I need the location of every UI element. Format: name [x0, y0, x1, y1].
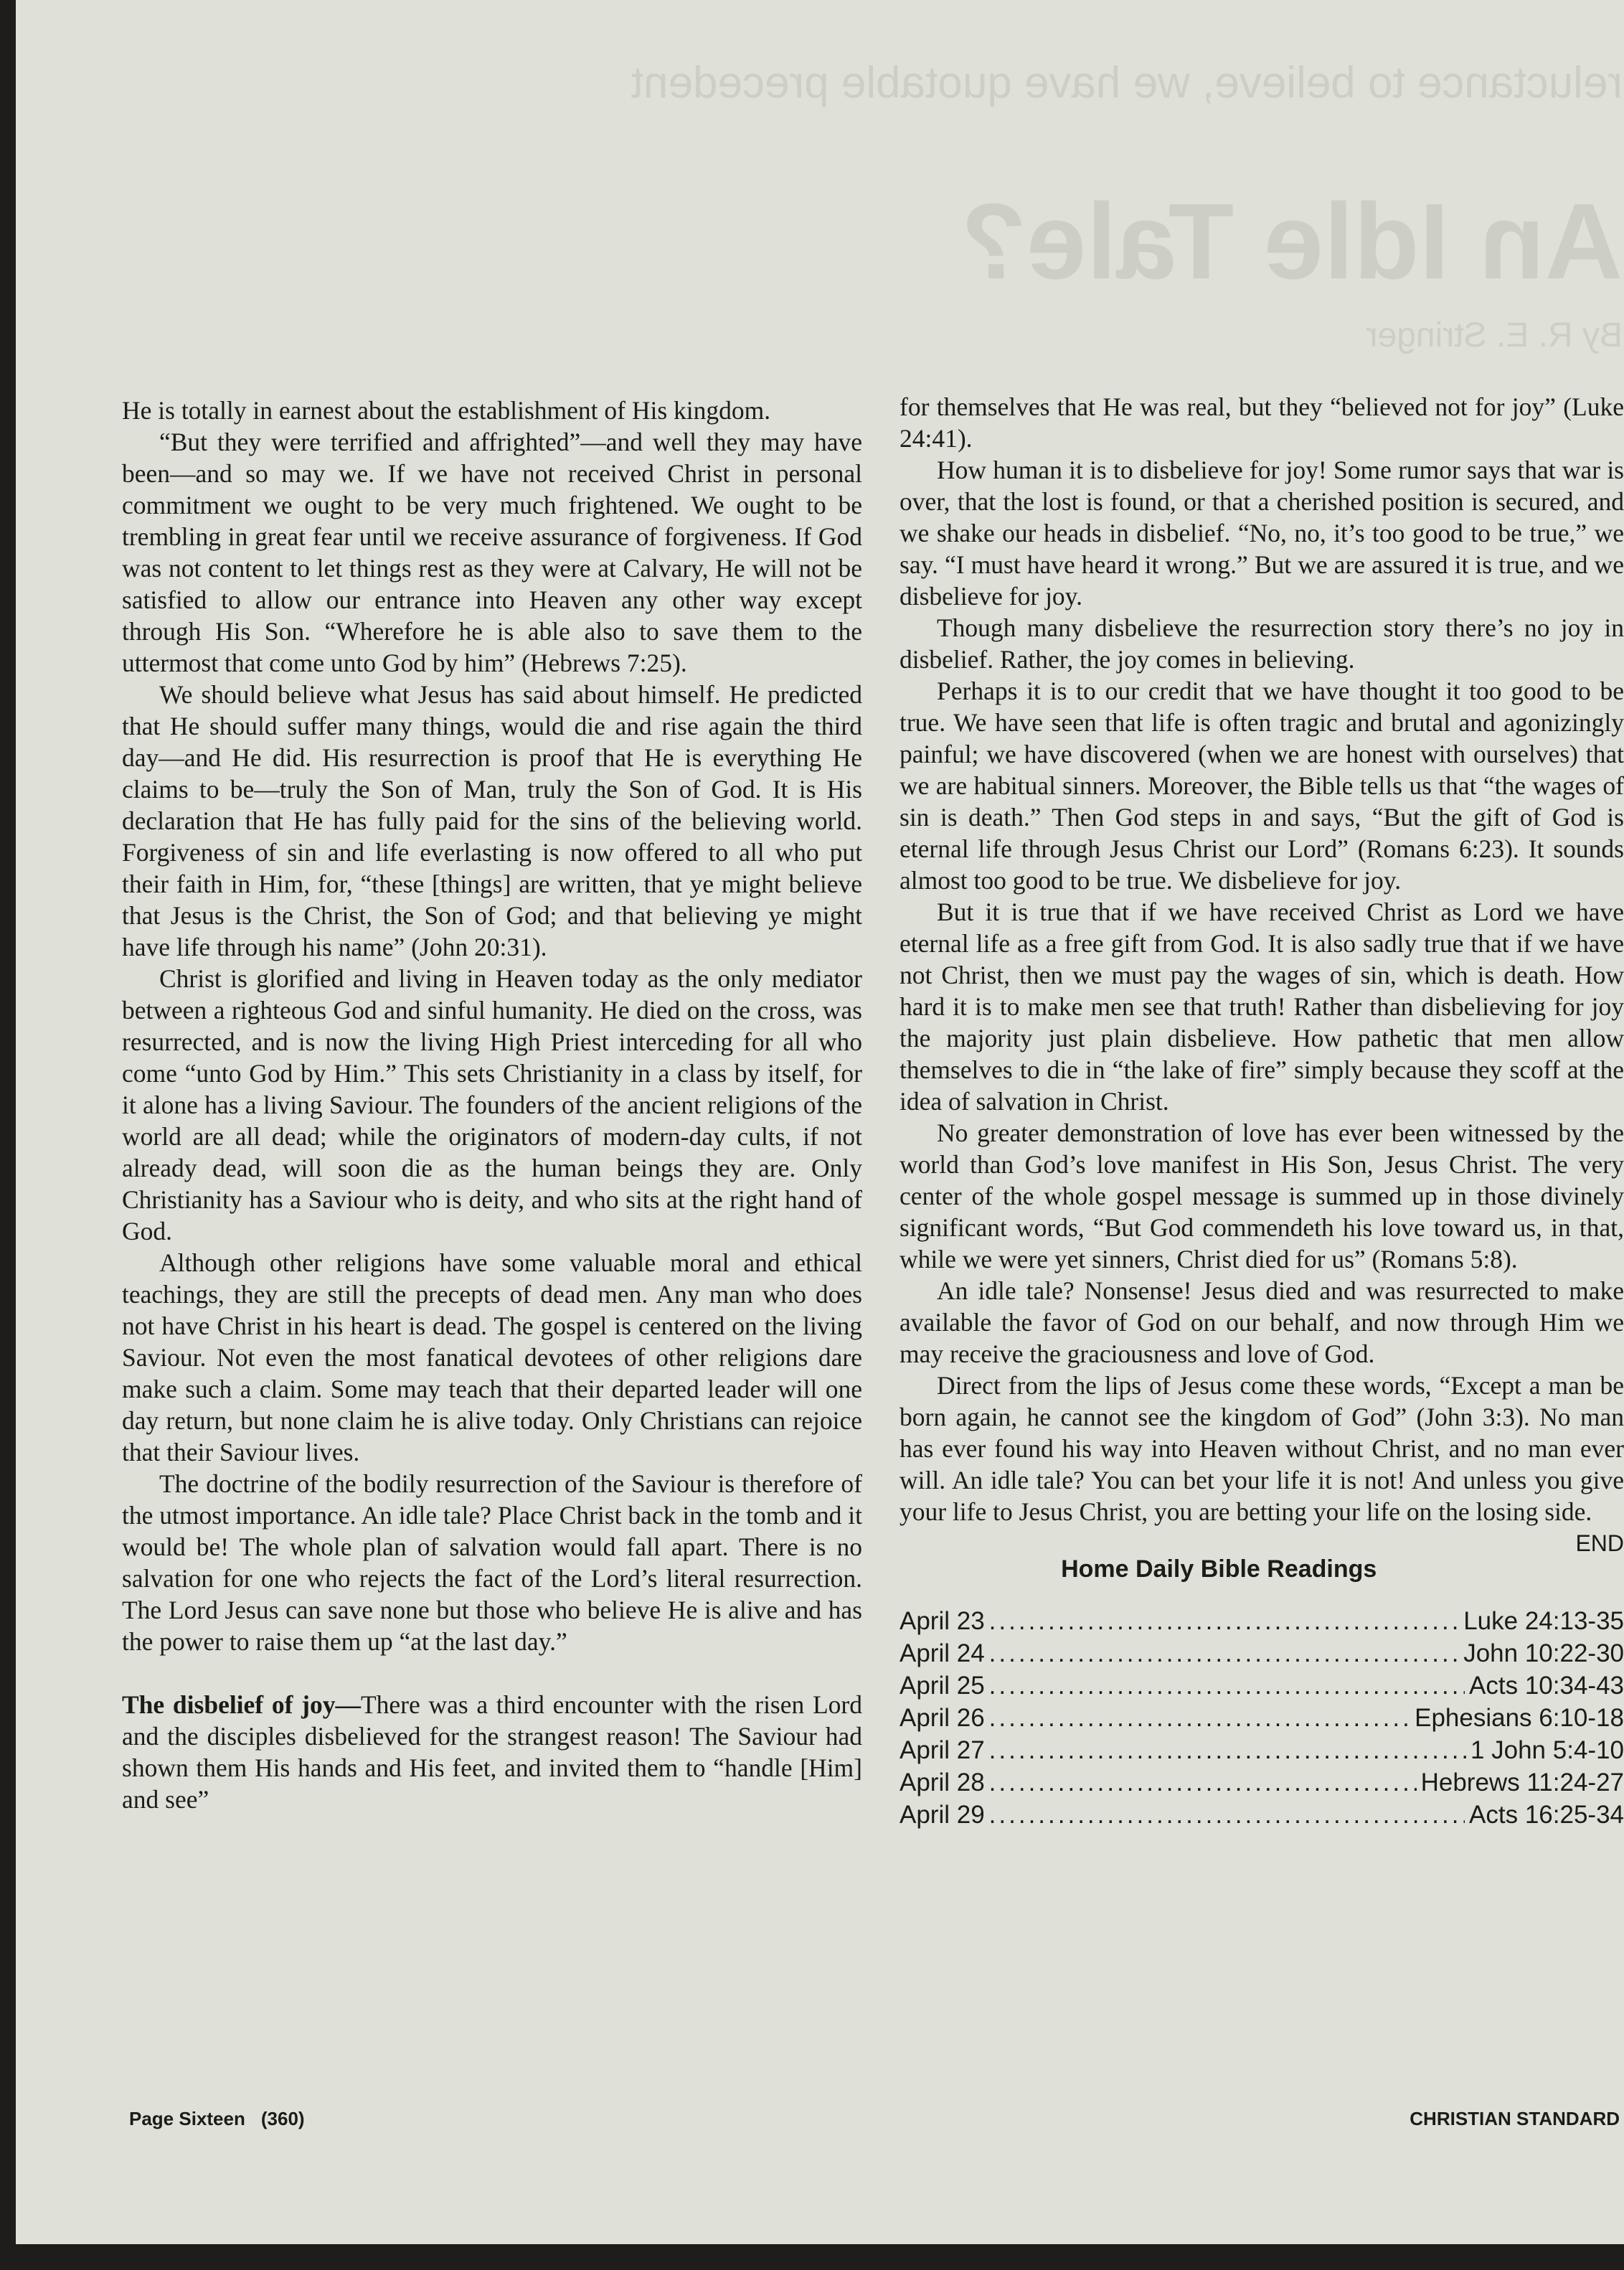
reading-row [900, 1702, 1624, 1734]
magazine-page [16, 0, 1624, 2244]
reading-row [900, 1637, 1624, 1669]
reading-date: April 23 [900, 1607, 985, 1635]
reading-row [900, 1605, 1624, 1637]
right-column [900, 391, 1624, 1831]
leader-dots [989, 1669, 1465, 1702]
reading-date: April 29 [900, 1801, 985, 1829]
paragraph: He is totally in earnest about the establishment of His kingdom. [122, 396, 771, 425]
bible-readings-list [900, 1605, 1624, 1831]
reading-date: April 27 [900, 1736, 985, 1764]
reading-row [900, 1669, 1624, 1702]
leader-dots [989, 1734, 1466, 1766]
reading-reference: Acts 16:25-34 [1469, 1801, 1624, 1829]
reading-date: April 28 [900, 1769, 985, 1796]
paragraph: But it is true that if we have received Christ as Lord we have eternal life as a free gift from God. It is also sadly true that if we have not Christ, then we must pay the wages of sin, which is death. How hard it is to make men see that truth! Rather than disbelieving for joy the majority just plain disbelieve. How pathetic that men allow themselves to die in “the lake of fire” simply because they scoff at the idea of salvation in Christ. [900, 898, 1624, 1116]
paragraph: How human it is to disbelieve for joy! Some rumor says that war is over, that the lost is found, or that a cherished position is secured, and we shake our heads in disbelief. “No, no, it’s too good to be true,” we say. “I must have heard it wrong.” But we are assured it is true, and we disbelieve for joy. [900, 456, 1624, 611]
paragraph: Although other religions have some valuable moral and ethical teachings, they are still the precepts of dead men. Any man who does not have Christ in his heart is dead. The gospel is centered on the living Saviour. Not even the most fanatical devotees of other religions dare make such a claim. Some may teach that their departed leader will one day return, but none claim he is alive today. Only Christians can rejoice that their Saviour lives. [122, 1248, 862, 1466]
paragraph: Perhaps it is to our credit that we have thought it too good to be true. We have seen that life is often tragic and brutal and agonizingly painful; we have discovered (when we are honest with ourselves) that we are habitual sinners. Moreover, the Bible tells us that “the wages of sin is death.” Then God steps in and says, “But the gift of God is eternal life through Jesus Christ our Lord” (Romans 6:23). It sounds almost too good to be true. We disbelieve for joy. [900, 677, 1624, 895]
reading-date: April 25 [900, 1672, 985, 1700]
readings-title: Home Daily Bible Readings [1061, 1555, 1377, 1583]
page-footer-left [129, 2108, 305, 2130]
paragraph [900, 1370, 1624, 1556]
reading-row [900, 1766, 1624, 1799]
reading-row [900, 1799, 1624, 1831]
reading-reference: Luke 24:13-35 [1463, 1607, 1624, 1635]
reading-reference: Hebrews 11:24-27 [1420, 1769, 1624, 1796]
paragraph: “But they were terrified and affrighted”—and well they may have been—and so may we. If we have not received Christ in personal commitment we ought to be very much frightened. We ought to be trembling in great fear until we receive assurance of forgiveness. If God was not content to let things rest as they were at Calvary, He will not be satisfied to allow our entrance into Heaven any other way except through His Son. “Wherefore he is able also to save them to the uttermost that come unto God by him” (Hebrews 7:25). [122, 428, 862, 677]
leader-dots [989, 1702, 1410, 1734]
bleed-through-text [389, 57, 1623, 387]
leader-dots [989, 1605, 1460, 1637]
publication-name: CHRISTIAN STANDARD [1410, 2108, 1620, 2129]
page-number: (360) [260, 2108, 305, 2129]
reading-date: April 24 [900, 1639, 985, 1667]
paragraph: Christ is glorified and living in Heaven today as the only mediator between a righteous God and sinful humanity. He died on the cross, was resurrected, and is now the living High Priest interceding for all who come “unto God by Him.” This sets Christianity in a class by itself, for it alone has a living Saviour. The founders of the ancient religions of the world are all dead; while the originators of modern-day cults, if not already dead, will soon die as the human beings they are. Only Christianity has a Saviour who is deity, and who sits at the right hand of God. [122, 964, 862, 1245]
paragraph: The doctrine of the bodily resurrection of the Saviour is therefore of the utmost importance. An idle tale? Place Christ back in the tomb and it would be! The whole plan of salvation would fall apart. There is no salvation for one who rejects the fact of the Lord’s literal resurrection. The Lord Jesus can save none but those who believe He is alive and has the power to raise them up “at the last day.” [122, 1469, 862, 1656]
reading-date: April 26 [900, 1704, 985, 1732]
page-label: Page Sixteen [129, 2108, 245, 2129]
left-column [122, 395, 862, 1815]
bleed-through-title: An Idle Tale? [960, 181, 1623, 301]
reading-reference: Ephesians 6:10-18 [1415, 1704, 1624, 1732]
reading-reference: Acts 10:34-43 [1469, 1672, 1624, 1700]
reading-row [900, 1734, 1624, 1766]
section-heading: The disbelief of joy— [122, 1690, 361, 1719]
reading-reference: 1 John 5:4-10 [1470, 1736, 1624, 1764]
paragraph: for themselves that He was real, but they “believed not for joy” (Luke 24:41). [900, 392, 1624, 453]
section-paragraph [122, 1689, 862, 1815]
leader-dots [989, 1637, 1460, 1669]
paragraph: An idle tale? Nonsense! Jesus died and was resurrected to make available the favor of God on our behalf, and now through Him we may receive the graciousness and love of God. [900, 1276, 1624, 1368]
leader-dots [989, 1799, 1465, 1831]
bleed-through-byline: By R. E. Stringer [1366, 316, 1623, 354]
section-text: There was a third encounter with the risen Lord and the disciples disbelieved for the strangest reason! The Saviour had shown them His hands and His feet, and invited them to “handle [Him] and see” [122, 1690, 862, 1814]
paragraph: Though many disbelieve the resurrection story there’s no joy in disbelief. Rather, the joy comes in believing. [900, 613, 1624, 674]
paragraph: We should believe what Jesus has said about himself. He predicted that He should suffer many things, would die and rise again the third day—and He did. His resurrection is proof that He is everything He claims to be—truly the Son of Man, truly the Son of God. It is His declaration that He has fully paid for the sins of the believing world. Forgiveness of sin and life everlasting is now offered to all who put their faith in Him, for, “these [things] are written, that ye might believe that Jesus is the Christ, the Son of God; and that believing ye might have life through his name” (John 20:31). [122, 680, 862, 961]
bleed-through-line: reluctance to believe, we have quotable precedent [631, 58, 1623, 108]
paragraph: No greater demonstration of love has ever been witnessed by the world than God’s love manifest in His Son, Jesus Christ. The very center of the whole gospel message is summed up in those divinely significant words, “But God commendeth his love toward us, in that, while we were yet sinners, Christ died for us” (Romans 5:8). [900, 1118, 1624, 1273]
closing-text: Direct from the lips of Jesus come these words, “Except a man be born again, he cannot see the kingdom of God” (John 3:3). No man has ever found his way into Heaven without Christ, and no man ever will. An idle tale? You can bet your life it is not! And unless you give your life to Jesus Christ, you are betting your life on the losing side. [900, 1371, 1624, 1526]
end-mark: END [1575, 1530, 1624, 1556]
leader-dots [989, 1766, 1417, 1799]
reading-reference: John 10:22-30 [1463, 1639, 1624, 1667]
